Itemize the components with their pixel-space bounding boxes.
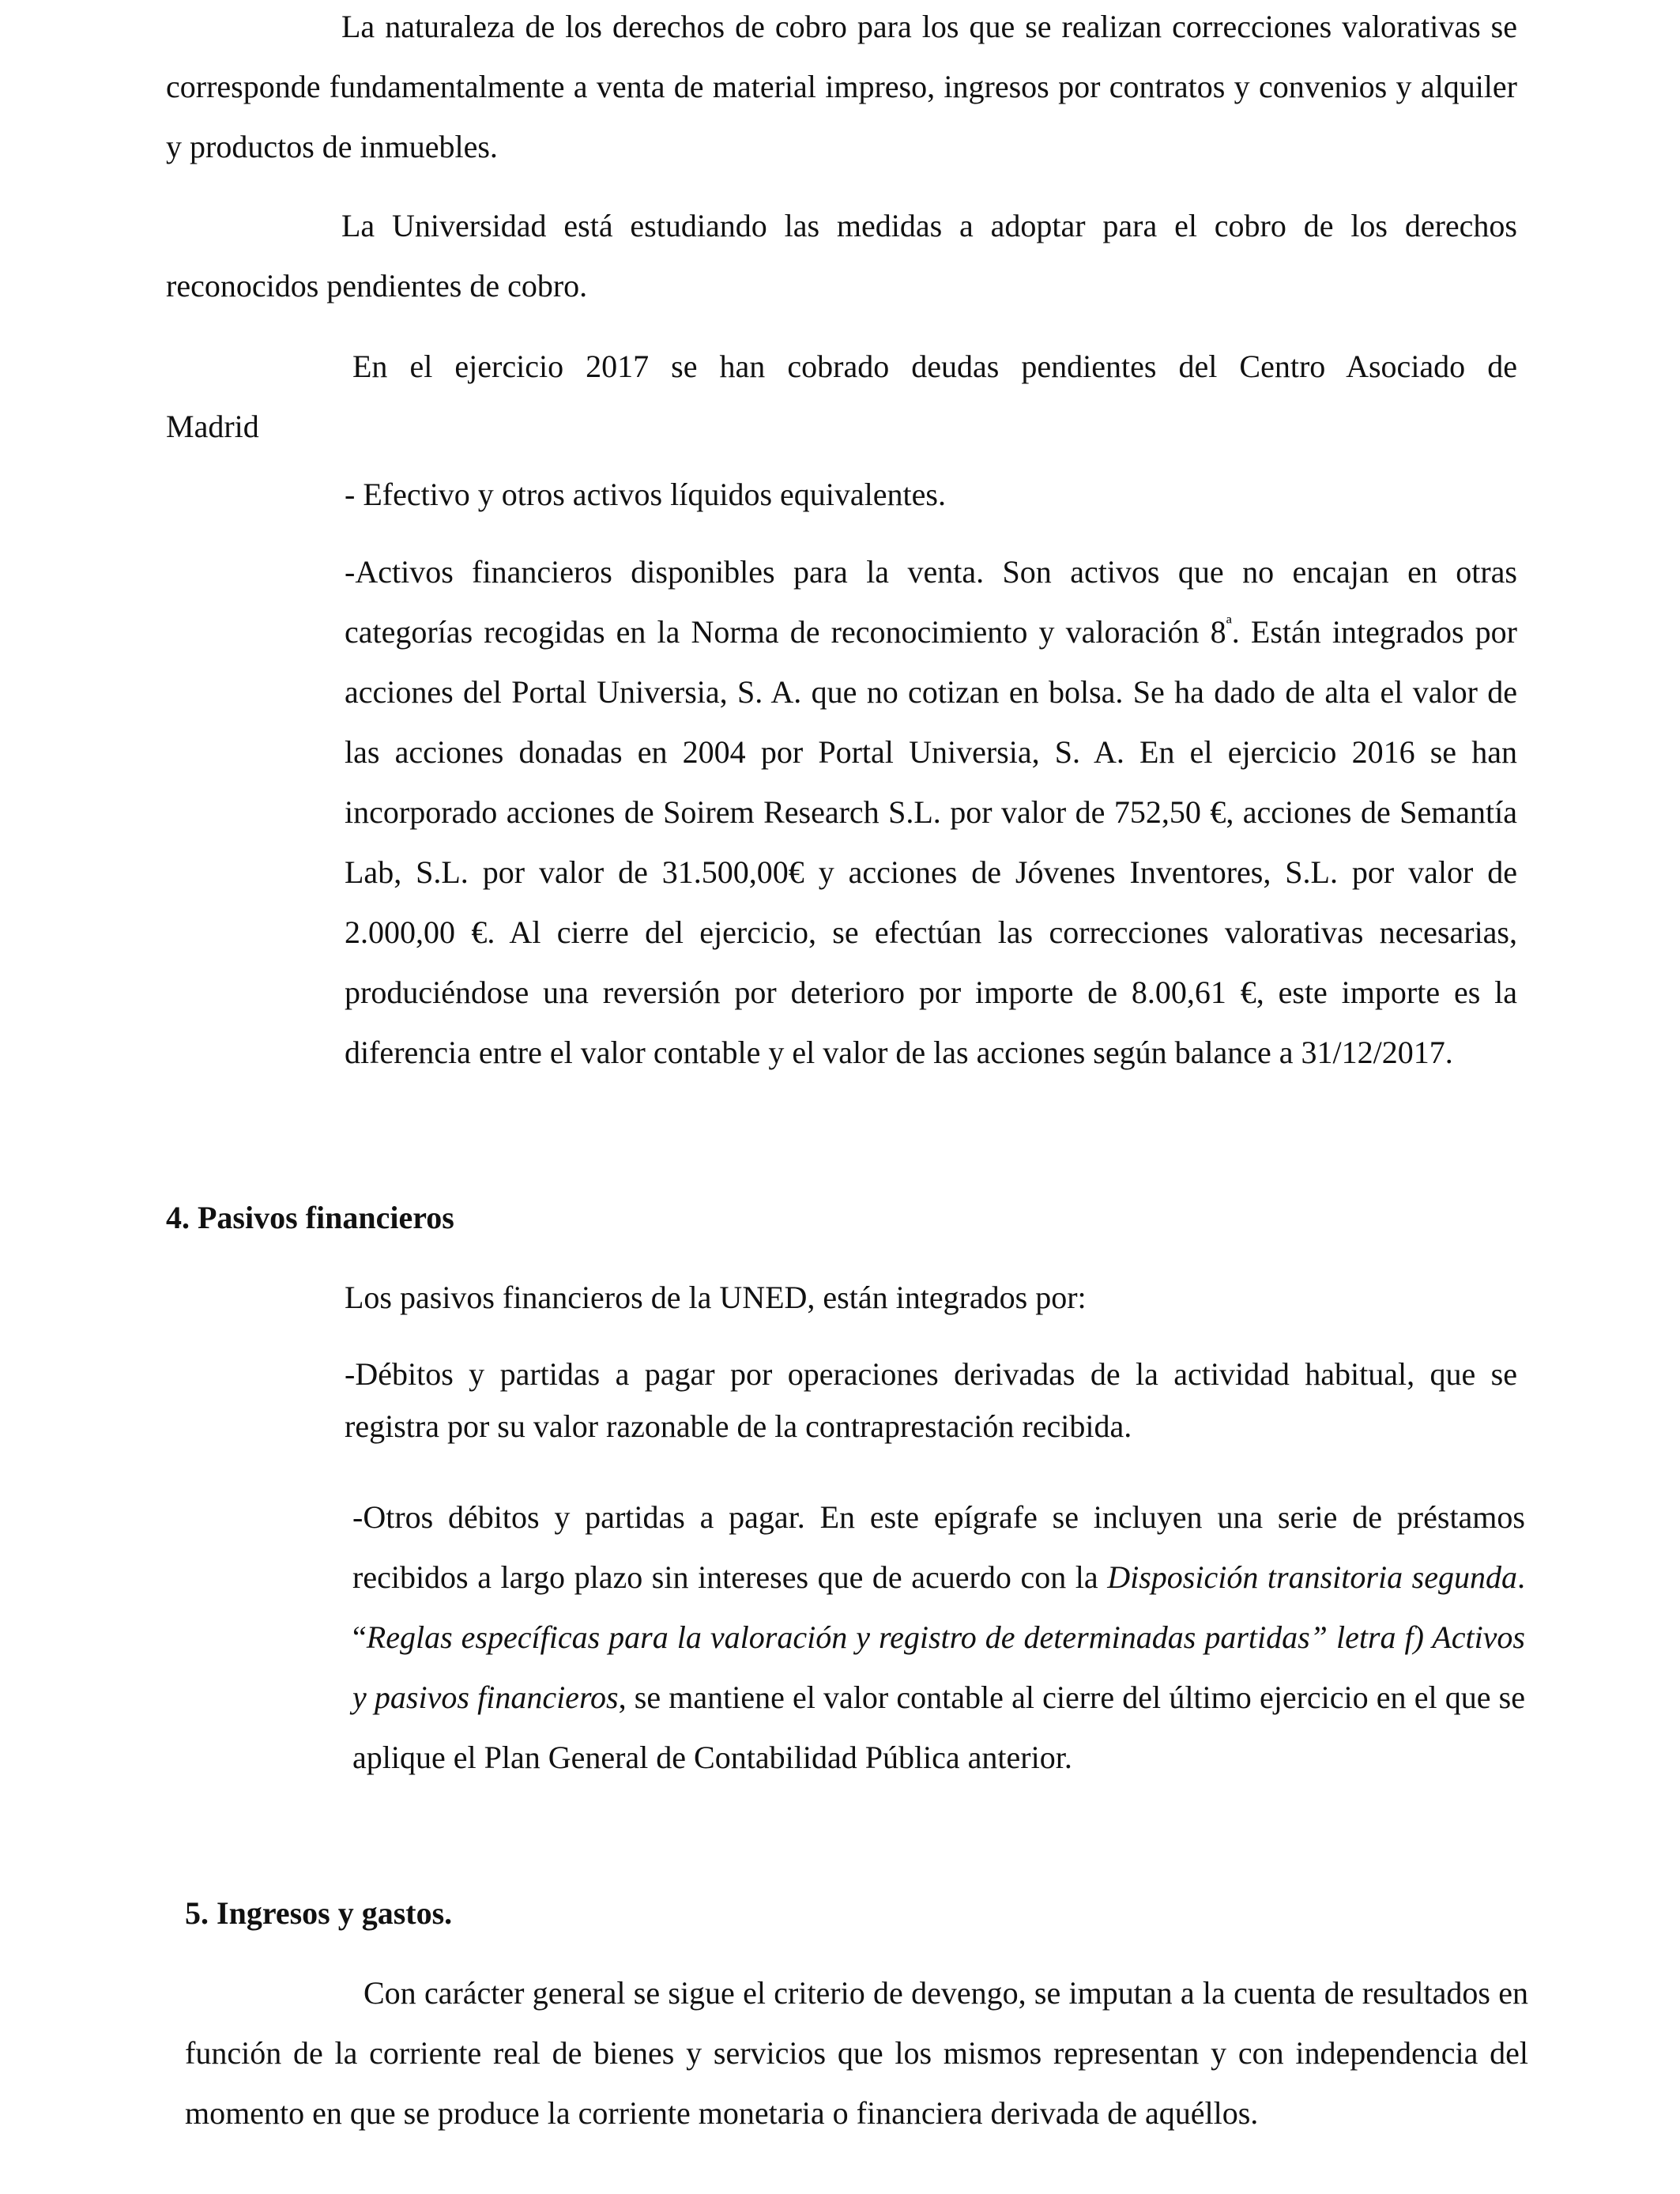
otros-debitos-text-c: , se mantiene el valor contable al cierre del último ejercicio en el que se aplique el Plan General de Contabilidad Pública anterior. [352, 1679, 1525, 1775]
ordinal-superscript: ª [1226, 613, 1232, 636]
activos-text-a: -Activos financieros disponibles para la venta. Son activos que no encajan en otras categorías recogidas en la Norma de reconocimiento y valoración 8 [345, 554, 1517, 650]
section-heading-pasivos-financieros: 4. Pasivos financieros [166, 1200, 454, 1235]
otros-debitos-text-b: . “ [352, 1559, 1525, 1655]
list-item-debitos-partidas: -Débitos y partidas a pagar por operaciones derivadas de la actividad habitual, que se registra por su valor razonable de la contraprestación recibida. [345, 1356, 1517, 1444]
paragraph-medidas-cobro: La Universidad está estudiando las medidas a adoptar para el cobro de los derechos reconocidos pendientes de cobro. [166, 208, 1517, 303]
activos-text-b: . Están integrados por acciones del Portal Universia, S. A. que no cotizan en bolsa. Se ha dado de alta el valor de las acciones donadas en 2004 por Portal Universia, S. A. En el ejercicio 2016 se han incorporado acciones de Soirem Research S.L. por valor de 752,50 €, acciones de Semantía Lab, S.L. por valor de 31.500,00€ y acciones de Jóvenes Inventores, S.L. por valor de 2.000,00 €. Al cierre del ejercicio, se efectúan las correcciones valorativas necesarias, produciéndose una reversión por deterioro por importe de 8.00,61 €, este importe es la diferencia entre el valor contable y el valor de las acciones según balance a 31/12/2017. [345, 614, 1517, 1070]
reglas-especificas-italic: Reglas específicas para la valoración y registro de determinadas partidas” letra f) Activos y pasivos financieros [352, 1619, 1525, 1715]
otros-debitos-text-a: -Otros débitos y partidas a pagar. En este epígrafe se incluyen una serie de préstamos recibidos a largo plazo sin intereses que de acuerdo con la [352, 1499, 1525, 1595]
list-item-efectivo: - Efectivo y otros activos líquidos equivalentes. [345, 477, 946, 512]
paragraph-ejercicio-2017: En el ejercicio 2017 se han cobrado deudas pendientes del Centro Asociado de [352, 349, 1517, 384]
list-item-otros-debitos [352, 1487, 1525, 1788]
list-item-activos-financieros [345, 542, 1517, 1083]
disposicion-transitoria-italic: Disposición transitoria segunda [1107, 1559, 1517, 1595]
paragraph-correcciones-valorativas: La naturaleza de los derechos de cobro para los que se realizan correcciones valorativas se corresponde fundamentalmente a venta de material impreso, ingresos por contratos y convenios y alquiler y productos de inmuebles. [166, 9, 1517, 164]
section-heading-ingresos-gastos: 5. Ingresos y gastos. [185, 1895, 453, 1931]
paragraph-madrid: Madrid [166, 409, 259, 444]
paragraph-pasivos-intro: Los pasivos financieros de la UNED, están integrados por: [345, 1280, 1087, 1315]
paragraph-criterio-devengo: Con carácter general se sigue el criterio de devengo, se imputan a la cuenta de resultados en función de la corriente real de bienes y servicios que los mismos representan y con independencia del momento en que se produce la corriente monetaria o financiera derivada de aquéllos. [185, 1975, 1528, 2131]
